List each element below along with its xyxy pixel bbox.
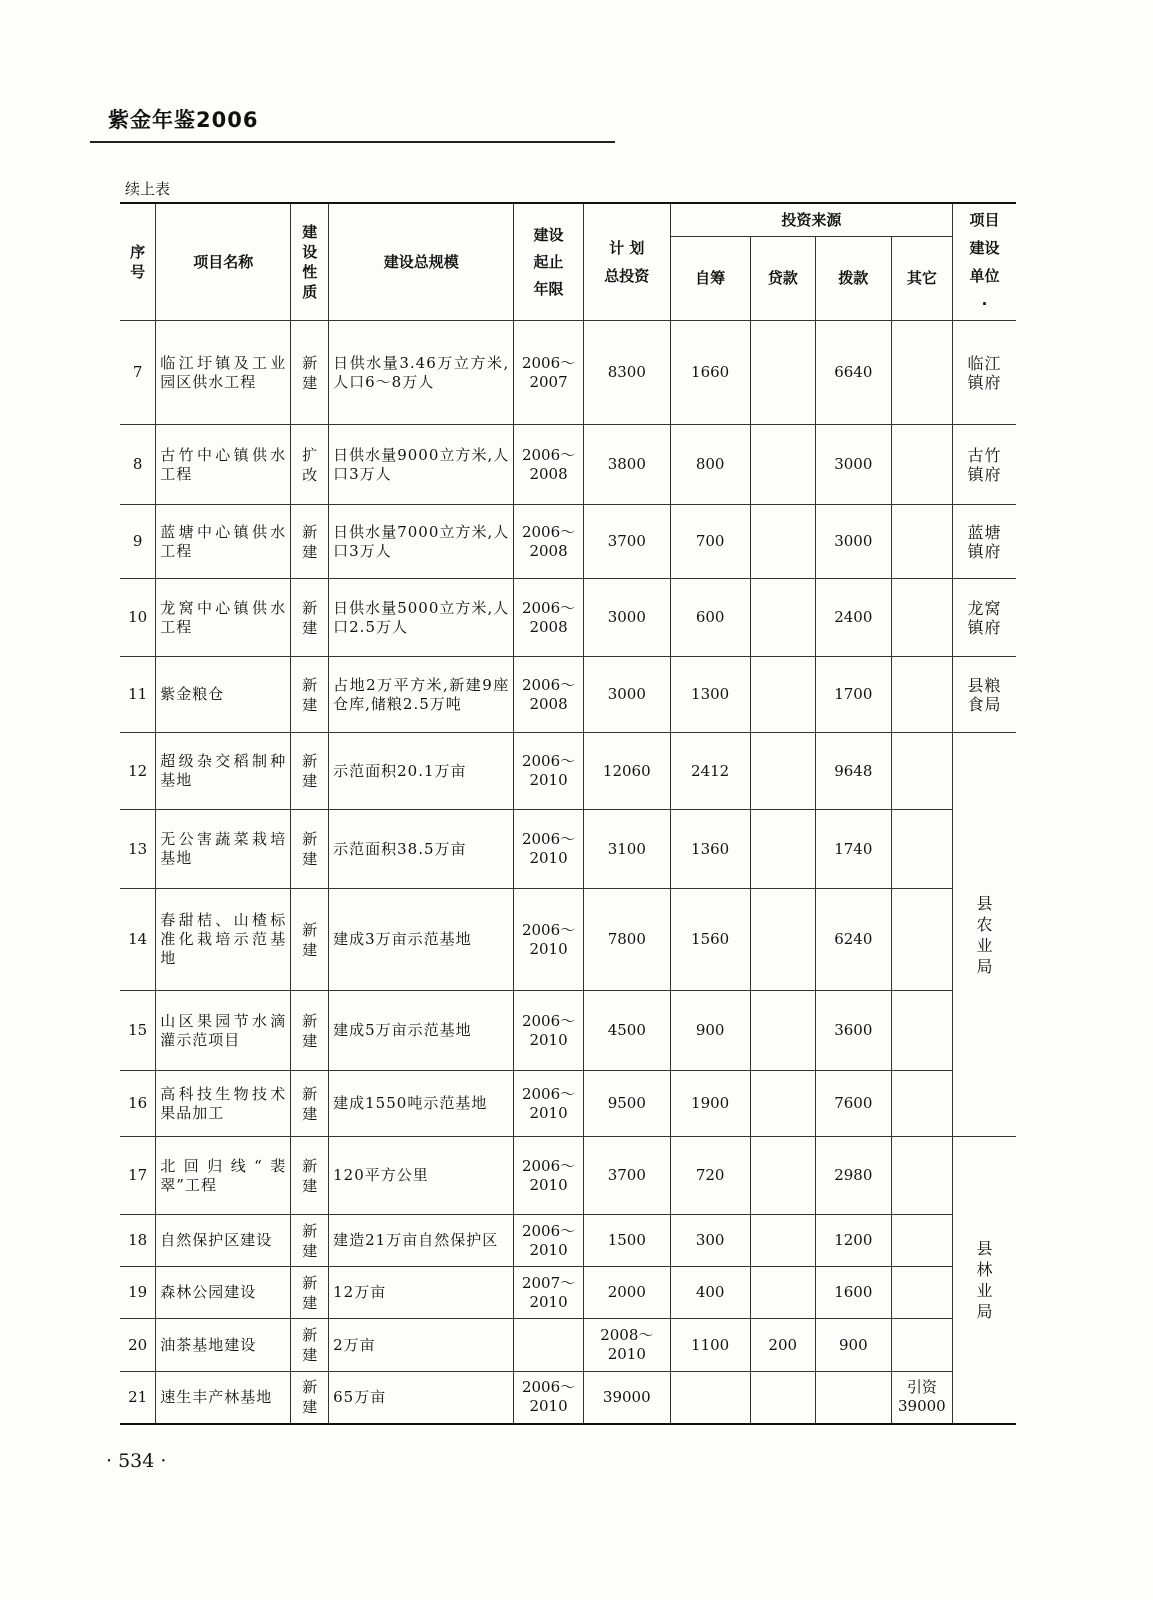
cell-loan: [750, 579, 815, 657]
cell-total: 3700: [583, 1137, 670, 1215]
cell-name: 自然保护区建设: [156, 1215, 291, 1267]
cell-unit: 临江镇府: [953, 321, 1016, 425]
cell-name: 超级杂交稻制种基地: [156, 733, 291, 810]
cell-nature: 新建: [291, 733, 329, 810]
cell-name: 油茶基地建设: [156, 1319, 291, 1372]
cell-name: 龙窝中心镇供水工程: [156, 579, 291, 657]
cell-name: 山区果园节水滴灌示范项目: [156, 991, 291, 1071]
cell-self: 300: [670, 1215, 750, 1267]
cell-name: 紫金粮仓: [156, 657, 291, 733]
cell-grant: 7600: [815, 1071, 891, 1137]
cell-self: [670, 1372, 750, 1424]
cell-other: [891, 810, 952, 889]
cell-seq: 7: [120, 321, 156, 425]
cell-name: 高科技生物技术果品加工: [156, 1071, 291, 1137]
cell-grant: [815, 1372, 891, 1424]
cell-grant: 3000: [815, 505, 891, 579]
cell-loan: [750, 733, 815, 810]
cell-period: 2006～2010: [514, 1137, 584, 1215]
cell-grant: 6240: [815, 889, 891, 991]
cell-scale: 建造21万亩自然保护区: [329, 1215, 514, 1267]
cell-period: 2006～2010: [514, 991, 584, 1071]
cell-other: [891, 505, 952, 579]
cell-seq: 11: [120, 657, 156, 733]
table-row: [120, 505, 1016, 579]
cell-name: 速生丰产林基地: [156, 1372, 291, 1424]
cell-unit: 龙窝镇府: [953, 579, 1016, 657]
cell-nature: 新建: [291, 1137, 329, 1215]
cell-loan: [750, 1215, 815, 1267]
cell-name: 春甜桔、山楂标准化栽培示范基地: [156, 889, 291, 991]
table-header: [120, 203, 1016, 321]
cell-scale: 65万亩: [329, 1372, 514, 1424]
cell-loan: [750, 1137, 815, 1215]
cell-name: 无公害蔬菜栽培基地: [156, 810, 291, 889]
cell-nature: 扩改: [291, 425, 329, 505]
cell-other: [891, 889, 952, 991]
cell-total: 4500: [583, 991, 670, 1071]
cell-name: 临江圩镇及工业园区供水工程: [156, 321, 291, 425]
cell-grant: 1200: [815, 1215, 891, 1267]
cell-seq: 17: [120, 1137, 156, 1215]
cell-total: 3000: [583, 579, 670, 657]
table-row: [120, 1071, 1016, 1137]
cell-nature: 新建: [291, 991, 329, 1071]
cell-seq: 13: [120, 810, 156, 889]
cell-seq: 16: [120, 1071, 156, 1137]
cell-other: [891, 579, 952, 657]
cell-other: [891, 1267, 952, 1319]
header-scale: 建设总规模: [329, 203, 514, 321]
cell-scale: 示范面积20.1万亩: [329, 733, 514, 810]
cell-total: 39000: [583, 1372, 670, 1424]
cell-other: [891, 1319, 952, 1372]
table-row: [120, 810, 1016, 889]
cell-seq: 18: [120, 1215, 156, 1267]
header-self: 自筹: [670, 237, 750, 321]
cell-loan: [750, 425, 815, 505]
table-row: [120, 657, 1016, 733]
cell-nature: 新建: [291, 657, 329, 733]
cell-grant: 1700: [815, 657, 891, 733]
cell-other: [891, 657, 952, 733]
cell-period: 2006～2010: [514, 810, 584, 889]
cell-seq: 12: [120, 733, 156, 810]
cell-loan: [750, 1071, 815, 1137]
cell-grant: 2400: [815, 579, 891, 657]
cell-period: 2007～2010: [514, 1267, 584, 1319]
cell-scale: 120平方公里: [329, 1137, 514, 1215]
cell-grant: 3000: [815, 425, 891, 505]
cell-self: 1360: [670, 810, 750, 889]
page-header-title: 紫金年鉴2006: [108, 108, 259, 132]
cell-loan: [750, 810, 815, 889]
cell-other: [891, 321, 952, 425]
header-grant: 拨款: [815, 237, 891, 321]
cell-unit: 古竹镇府: [953, 425, 1016, 505]
table-row: [120, 1267, 1016, 1319]
cell-seq: 20: [120, 1319, 156, 1372]
cell-self: 2412: [670, 733, 750, 810]
cell-total: 12060: [583, 733, 670, 810]
cell-scale: 建成5万亩示范基地: [329, 991, 514, 1071]
cell-period: 2006～2007: [514, 321, 584, 425]
cell-name: 森林公园建设: [156, 1267, 291, 1319]
cell-self: 900: [670, 991, 750, 1071]
investment-table: [120, 202, 1016, 1425]
cell-total: 3100: [583, 810, 670, 889]
cell-scale: 12万亩: [329, 1267, 514, 1319]
cell-self: 1560: [670, 889, 750, 991]
cell-grant: 3600: [815, 991, 891, 1071]
cell-scale: 日供水量5000立方米,人口2.5万人: [329, 579, 514, 657]
cell-loan: [750, 889, 815, 991]
cell-nature: 新建: [291, 321, 329, 425]
cell-period: 2006～2010: [514, 733, 584, 810]
cell-total: 2000: [583, 1267, 670, 1319]
cell-loan: [750, 657, 815, 733]
cell-nature: 新建: [291, 1319, 329, 1372]
cell-scale: 建成3万亩示范基地: [329, 889, 514, 991]
cell-grant: 6640: [815, 321, 891, 425]
cell-scale: 示范面积38.5万亩: [329, 810, 514, 889]
cell-self: 1100: [670, 1319, 750, 1372]
table-row: [120, 1137, 1016, 1215]
cell-seq: 21: [120, 1372, 156, 1424]
cell-seq: 14: [120, 889, 156, 991]
investment-table-wrap: [120, 202, 1016, 1425]
header-other: 其它: [891, 237, 952, 321]
table-row: [120, 321, 1016, 425]
table-row: [120, 425, 1016, 505]
cell-total: 1500: [583, 1215, 670, 1267]
cell-self: 1300: [670, 657, 750, 733]
cell-total: 3000: [583, 657, 670, 733]
cell-grant: 9648: [815, 733, 891, 810]
cell-nature: 新建: [291, 505, 329, 579]
cell-name: 蓝塘中心镇供水工程: [156, 505, 291, 579]
header-rule: [90, 141, 615, 143]
cell-nature: 新建: [291, 1372, 329, 1424]
header-total: 计 划 总投资: [583, 203, 670, 321]
cell-nature: 新建: [291, 810, 329, 889]
cell-period: 2006～2008: [514, 425, 584, 505]
cell-period: 2006～2010: [514, 1372, 584, 1424]
cell-other: [891, 1215, 952, 1267]
cell-loan: [750, 505, 815, 579]
cell-scale: 占地2万平方米,新建9座仓库,储粮2.5万吨: [329, 657, 514, 733]
cell-nature: 新建: [291, 1215, 329, 1267]
cell-nature: 新建: [291, 1071, 329, 1137]
cell-seq: 9: [120, 505, 156, 579]
header-nature: 建设性质: [291, 203, 329, 321]
table-row: [120, 1372, 1016, 1424]
cell-other: [891, 733, 952, 810]
header-seq: 序号: [120, 203, 156, 321]
cell-unit: 蓝塘镇府: [953, 505, 1016, 579]
cell-loan: [750, 991, 815, 1071]
cell-grant: 900: [815, 1319, 891, 1372]
table-body: [120, 321, 1016, 1424]
continued-label: 续上表: [125, 180, 171, 198]
cell-scale: 日供水量3.46万立方米,人口6～8万人: [329, 321, 514, 425]
cell-unit-agriculture: 县农业局: [953, 733, 1016, 1137]
cell-self: 1660: [670, 321, 750, 425]
cell-other: [891, 1071, 952, 1137]
cell-period: [514, 1319, 584, 1372]
cell-other: [891, 425, 952, 505]
cell-period: 2006～2010: [514, 1215, 584, 1267]
cell-self: 1900: [670, 1071, 750, 1137]
cell-unit-forestry: 县林业局: [953, 1137, 1016, 1424]
header-loan: 贷款: [750, 237, 815, 321]
cell-total: 9500: [583, 1071, 670, 1137]
cell-scale: 建成1550吨示范基地: [329, 1071, 514, 1137]
table-row: [120, 1319, 1016, 1372]
cell-grant: 1740: [815, 810, 891, 889]
cell-grant: 1600: [815, 1267, 891, 1319]
cell-nature: 新建: [291, 889, 329, 991]
cell-self: 400: [670, 1267, 750, 1319]
table-row: [120, 733, 1016, 810]
cell-self: 720: [670, 1137, 750, 1215]
table-row: [120, 991, 1016, 1071]
cell-name: 古竹中心镇供水工程: [156, 425, 291, 505]
cell-other: [891, 991, 952, 1071]
header-name: 项目名称: [156, 203, 291, 321]
cell-loan: 200: [750, 1319, 815, 1372]
cell-total: 8300: [583, 321, 670, 425]
page-number: · 534 ·: [106, 1450, 167, 1472]
cell-grant: 2980: [815, 1137, 891, 1215]
cell-self: 800: [670, 425, 750, 505]
cell-seq: 15: [120, 991, 156, 1071]
cell-total: 2008～2010: [583, 1319, 670, 1372]
cell-total: 3800: [583, 425, 670, 505]
cell-scale: 日供水量7000立方米,人口3万人: [329, 505, 514, 579]
cell-scale: 日供水量9000立方米,人口3万人: [329, 425, 514, 505]
cell-total: 3700: [583, 505, 670, 579]
cell-period: 2006～2010: [514, 1071, 584, 1137]
cell-period: 2006～2008: [514, 505, 584, 579]
cell-name: 北回归线“裴翠”工程: [156, 1137, 291, 1215]
cell-period: 2006～2008: [514, 657, 584, 733]
cell-seq: 10: [120, 579, 156, 657]
header-funding-group: 投资来源: [670, 203, 952, 237]
cell-loan: [750, 321, 815, 425]
cell-nature: 新建: [291, 1267, 329, 1319]
cell-scale: 2万亩: [329, 1319, 514, 1372]
table-row: [120, 579, 1016, 657]
cell-self: 700: [670, 505, 750, 579]
cell-nature: 新建: [291, 579, 329, 657]
cell-other: [891, 1137, 952, 1215]
cell-seq: 8: [120, 425, 156, 505]
cell-loan: [750, 1267, 815, 1319]
cell-loan: [750, 1372, 815, 1424]
table-row: [120, 1215, 1016, 1267]
cell-self: 600: [670, 579, 750, 657]
cell-period: 2006～2008: [514, 579, 584, 657]
table-row: [120, 889, 1016, 991]
header-unit: 项目建设单位·: [953, 203, 1016, 321]
cell-unit: 县粮食局: [953, 657, 1016, 733]
cell-seq: 19: [120, 1267, 156, 1319]
header-period: 建设起止年限: [514, 203, 584, 321]
cell-other: 引资39000: [891, 1372, 952, 1424]
cell-total: 7800: [583, 889, 670, 991]
cell-period: 2006～2010: [514, 889, 584, 991]
